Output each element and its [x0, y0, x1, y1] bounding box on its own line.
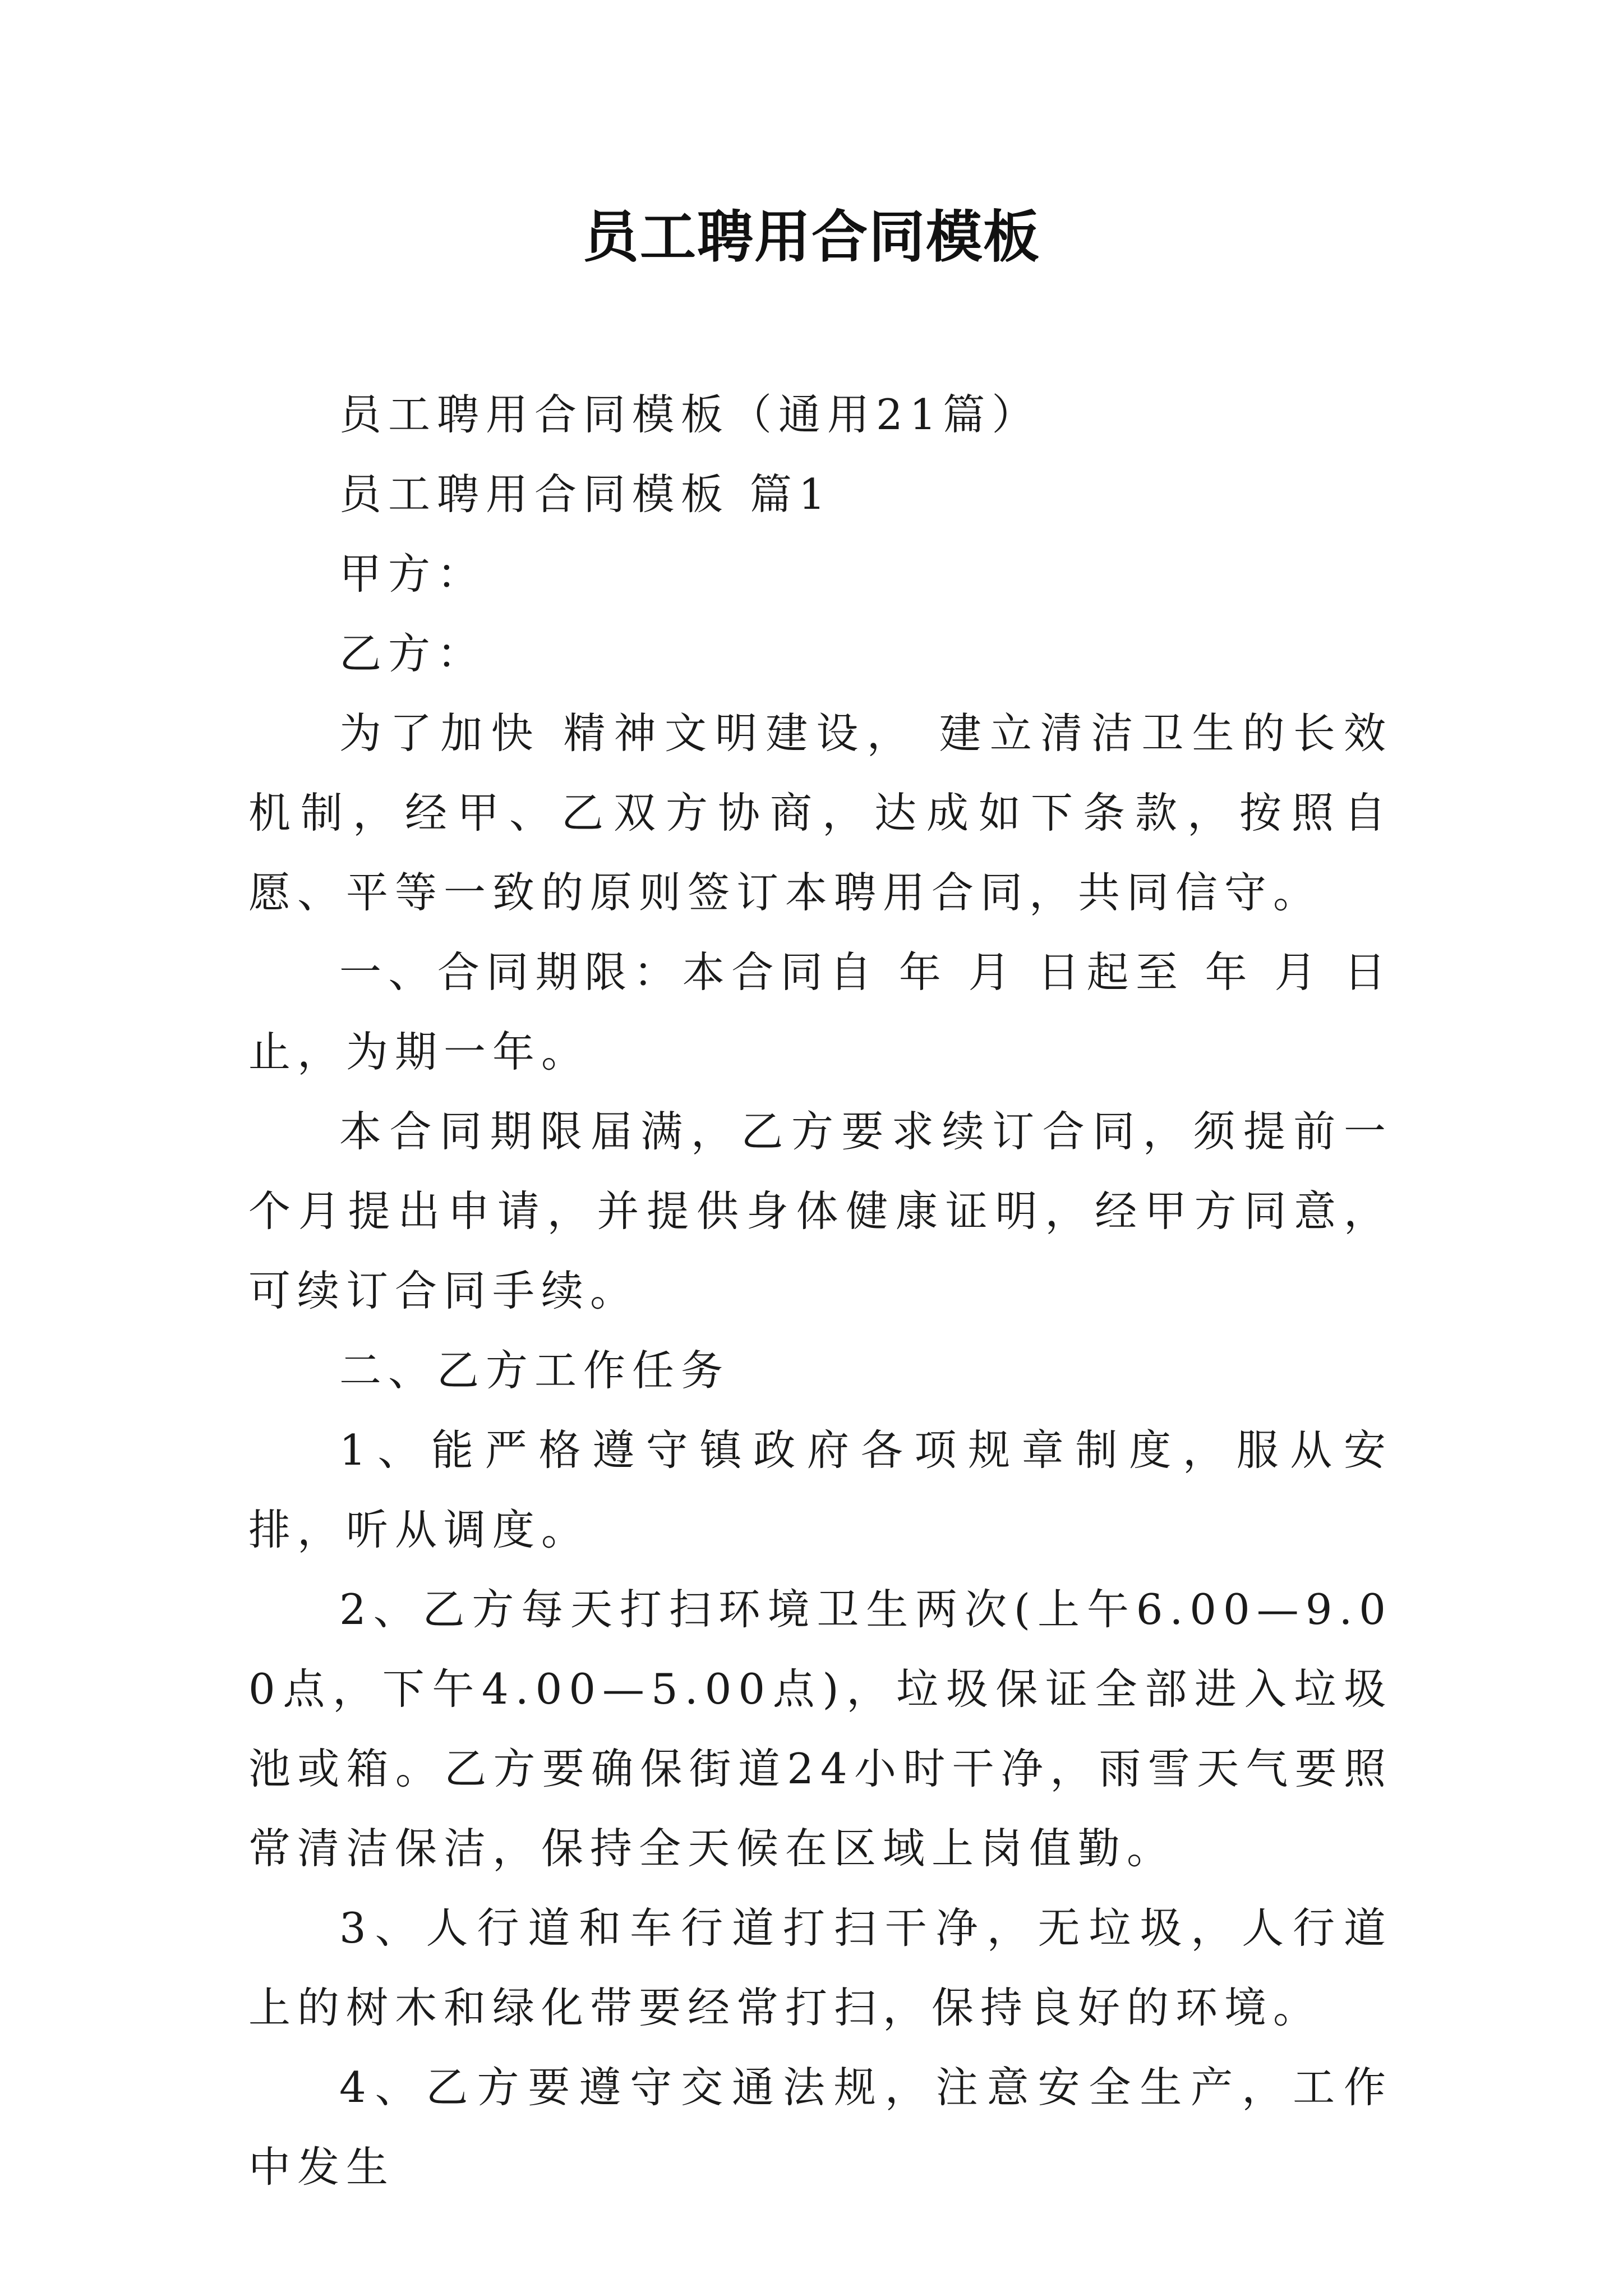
paragraph-duty-1: 1、能严格遵守镇政府各项规章制度，服从安排，听从调度。 [248, 1425, 1393, 1554]
paragraph-duties-heading: 二、乙方工作任务 [339, 1346, 730, 1395]
paragraph-duty-3: 3、人行道和车行道打扫干净，无垃圾，人行道上的树木和绿化带要经常打扫，保持良好的环境。 [248, 1903, 1393, 2032]
paragraph-party-b: 乙方： [339, 629, 486, 678]
paragraph-party-a: 甲方： [339, 549, 486, 599]
paragraph-duty-2: 2、乙方每天打扫环境卫生两次(上午6.00—9.00点，下午4.00—5.00点)，垃圾保证全部进入垃圾池或箱。乙方要确保街道24小时干净，雨雪天气要照常清洁保洁，保持全天候在区域上岗值勤。 [248, 1585, 1393, 1873]
paragraph-preamble: 为了加快 精神文明建设， 建立清洁卫生的长效机制，经甲、乙双方协商，达成如下条款，按照自愿、平等一致的原则签订本聘用合同，共同信守。 [248, 708, 1393, 917]
paragraph-chapter-heading: 员工聘用合同模板 篇1 [339, 470, 832, 519]
paragraph-renewal: 本合同期限届满，乙方要求续订合同，须提前一个月提出申请，并提供身体健康证明，经甲方同意，可续订合同手续。 [248, 1107, 1393, 1315]
paragraph-series-heading: 员工聘用合同模板（通用21篇） [339, 390, 1041, 439]
document-body [248, 375, 1393, 2207]
paragraph-duty-4: 4、乙方要遵守交通法规，注意安全生产，工作中发生 [248, 2063, 1393, 2192]
document-title: 员工聘用合同模板 [583, 204, 1040, 270]
paragraph-term: 一、合同期限：本合同自 年 月 日起至 年 月 日止，为期一年。 [248, 947, 1393, 1076]
